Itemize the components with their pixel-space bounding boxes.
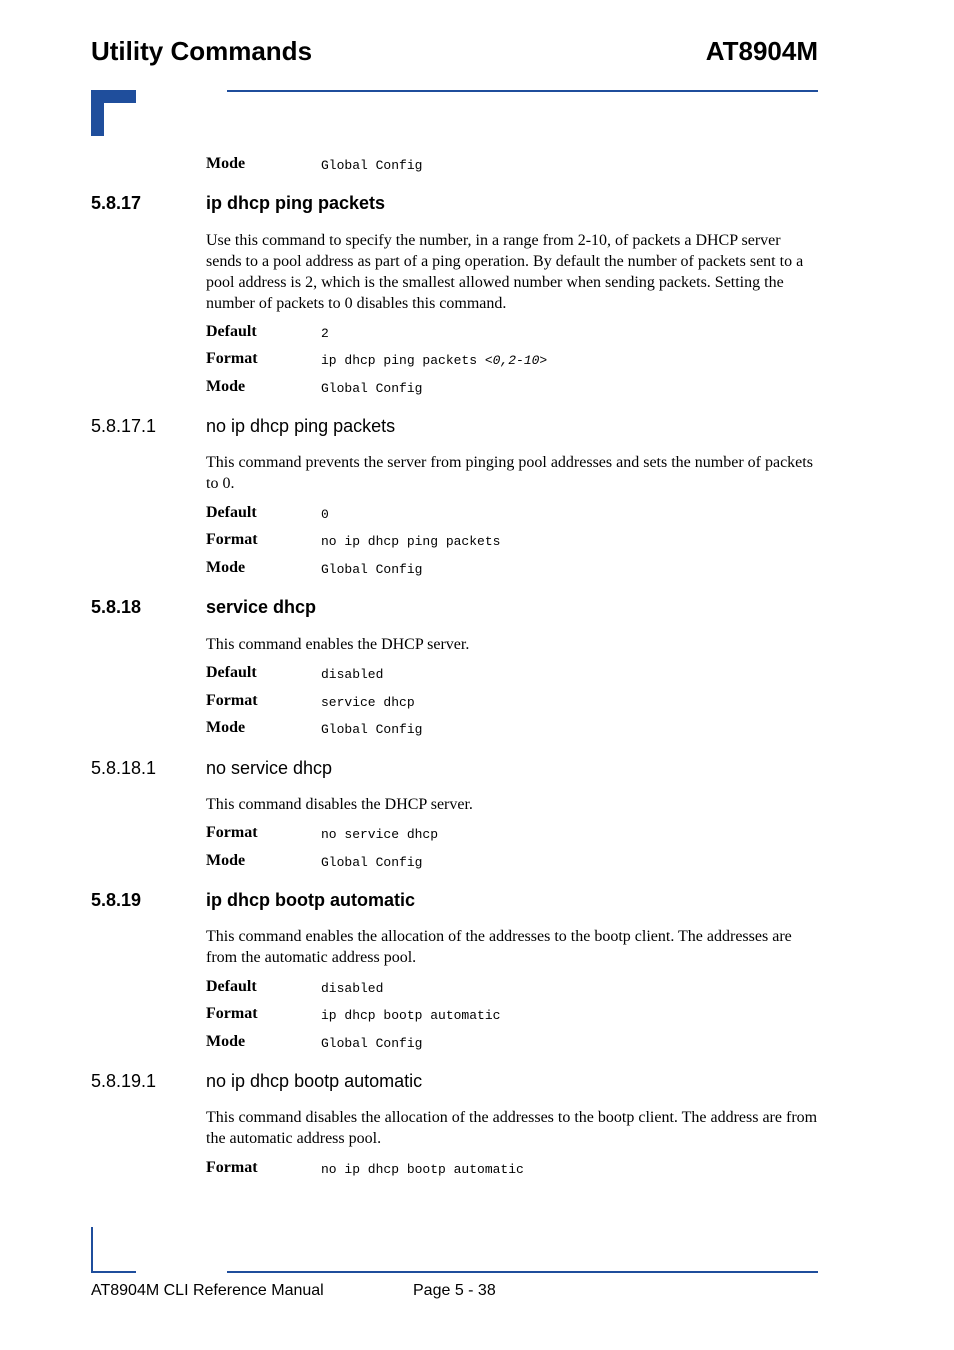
format-value: service dhcp — [321, 695, 415, 710]
default-value: disabled — [321, 667, 384, 682]
mode-label: Mode — [206, 559, 246, 576]
mode-label: Mode — [206, 719, 246, 736]
section-title: no ip dhcp bootp automatic — [206, 1071, 423, 1091]
format-value: ip dhcp bootp automatic — [321, 1008, 501, 1023]
section-number: 5.8.17 — [91, 193, 142, 213]
section-body: Use this command to specify the number, in a range from 2-10, of packets a DHCP server sends to a pool address as part of a ping operation. By default the number of packets sent to a pool address is 2, which is the smallest allowed number when sending packets. Setting the number of packets to 0 disables this command. — [206, 232, 804, 312]
format-value: no service dhcp — [321, 827, 439, 842]
format-label: Format — [206, 824, 258, 841]
section-body: This command enables the allocation of the addresses to the bootp client. The addresses are from the automatic address pool. — [206, 928, 792, 966]
mode-value: Global Config — [321, 381, 423, 396]
mode-value: Global Config — [321, 158, 423, 173]
section-title: ip dhcp bootp automatic — [206, 890, 415, 910]
format-label: Format — [206, 531, 258, 548]
mode-value: Global Config — [321, 722, 423, 737]
section-number: 5.8.17.1 — [91, 416, 157, 436]
header-title: Utility Commands — [91, 36, 313, 66]
section-number: 5.8.19.1 — [91, 1071, 157, 1091]
default-value: 2 — [321, 326, 329, 341]
section-title: no service dhcp — [206, 758, 333, 778]
format-label: Format — [206, 1005, 258, 1022]
mode-label: Mode — [206, 155, 246, 172]
default-value: 0 — [321, 507, 329, 522]
mode-value: Global Config — [321, 562, 423, 577]
section-body: This command disables the allocation of the addresses to the bootp client. The address are from the automatic address pool. — [206, 1109, 818, 1147]
section-title: no ip dhcp ping packets — [206, 416, 396, 436]
section-body: This command prevents the server from pinging pool addresses and sets the number of packets to 0. — [206, 454, 813, 492]
format-label: Format — [206, 692, 258, 709]
section-body: This command enables the DHCP server. — [206, 636, 470, 653]
default-label: Default — [206, 664, 257, 681]
mode-value: Global Config — [321, 1036, 423, 1051]
footer-page-number: Page 5 - 38 — [413, 1282, 496, 1299]
format-value: no ip dhcp bootp automatic — [321, 1162, 524, 1177]
default-label: Default — [206, 978, 257, 995]
section-title: ip dhcp ping packets — [206, 193, 386, 213]
format-parameter: <0,2-10> — [484, 353, 548, 368]
format-label: Format — [206, 1159, 258, 1176]
footer-manual-title: AT8904M CLI Reference Manual — [91, 1282, 324, 1299]
default-value: disabled — [321, 981, 384, 996]
section-title: service dhcp — [206, 597, 317, 617]
corner-bracket-top — [91, 90, 136, 136]
format-value: no ip dhcp ping packets — [321, 534, 501, 549]
mode-value: Global Config — [321, 855, 423, 870]
default-label: Default — [206, 323, 257, 340]
section-body: This command disables the DHCP server. — [206, 796, 473, 813]
mode-label: Mode — [206, 852, 246, 869]
mode-label: Mode — [206, 1033, 246, 1050]
default-label: Default — [206, 504, 257, 521]
section-number: 5.8.19 — [91, 890, 142, 910]
header-product: AT8904M — [705, 36, 818, 66]
footer-rule — [227, 1271, 818, 1273]
section-number: 5.8.18 — [91, 597, 142, 617]
format-command: ip dhcp ping packets — [321, 353, 485, 368]
corner-bracket-bottom — [91, 1227, 136, 1273]
format-label: Format — [206, 350, 258, 367]
header-rule — [227, 90, 818, 92]
mode-label: Mode — [206, 378, 246, 395]
section-number: 5.8.18.1 — [91, 758, 157, 778]
format-value — [321, 353, 547, 368]
